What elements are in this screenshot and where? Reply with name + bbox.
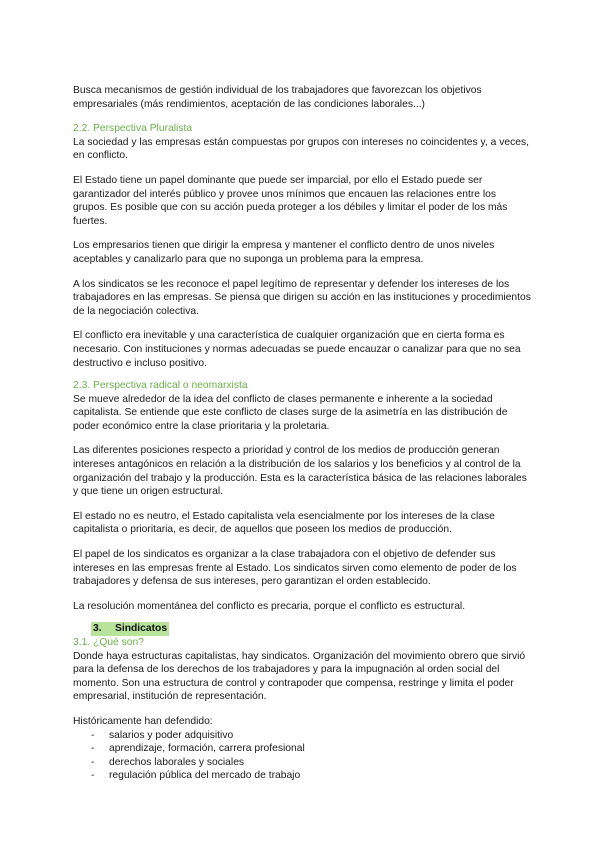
list-intro: Históricamente han defendido: xyxy=(73,715,213,727)
heading-2-3: 2.3. Perspectiva radical o neomarxista xyxy=(73,380,248,392)
document-body xyxy=(73,84,531,783)
paragraph: Las diferentes posiciones respecto a prioridad y control de los medios de producción generan intereses antagónicos en relación a la distribución de los salarios y los beneficios y al control de la organización del trabajo y la producción. Esta es la característica básica de las relaciones laborales y que tiene un origen estructural. xyxy=(73,445,527,498)
heading-text: Sindicatos xyxy=(115,623,168,635)
heading-number: 3. xyxy=(93,623,102,635)
list-item: - salarios y poder adquisitivo xyxy=(73,729,531,743)
paragraph: El papel de los sindicatos es organizar a la clase trabajadora con el objetivo de defender sus intereses en las empresas frente al Estado. Los sindicatos sirven como elemento de poder de los trabajadores y defensa de sus intereses, pero garantizan el orden establecido. xyxy=(73,549,517,588)
paragraph: El Estado tiene un papel dominante que puede ser imparcial, por ello el Estado puede ser garantizador del interés público y provee unos mínimos que encauen las relaciones entre los grupos. Es posible que con su acción pueda proteger a los débiles y limitar el poder de los más fuertes. xyxy=(73,174,508,227)
defended-list xyxy=(73,729,531,783)
intro-paragraph: Busca mecanismos de gestión individual de los trabajadores que favorezcan los objetivos empresariales (más rendimientos, aceptación de las condiciones laborales...) xyxy=(73,85,482,110)
heading-3-1: 3.1. ¿Qué son? xyxy=(73,637,144,648)
list-item: - derechos laborales y sociales xyxy=(73,756,531,770)
paragraph: La resolución momentánea del conflicto es precaria, porque el conflicto es estructural. xyxy=(73,600,466,612)
list-item: - regulación pública del mercado de trabajo xyxy=(73,769,531,783)
paragraph: Se mueve alrededor de la idea del conflicto de clases permanente e inherente a la sociedad capitalista. Se entiende que este conflicto de clases surge de la asimetría en las distribución de poder económico entre la clase prioritaria y la proletaria. xyxy=(73,393,508,432)
paragraph: El estado no es neutro, el Estado capitalista vela esencialmente por los intereses de la clase capitalista o prioritaria, es decir, de aquellos que poseen los medios de producción. xyxy=(73,510,495,536)
paragraph: La sociedad y las empresas están compuestas por grupos con intereses no coincidentes y, a veces, en conflicto. xyxy=(73,136,529,162)
list-item: - aprendizaje, formación, carrera profesional xyxy=(73,742,531,756)
paragraph: Los empresarios tienen que dirigir la empresa y mantener el conflicto dentro de unos niveles aceptables y canalizarlo para que no suponga un problema para la empresa. xyxy=(73,240,495,265)
heading-3-sindicatos xyxy=(91,622,169,636)
paragraph: El conflicto era inevitable y una característica de cualquier organización que en cierta forma es necesario. Con instituciones y normas adecuadas se puede encauzar o canalizar para que no sea destructivo e incluso positivo. xyxy=(73,330,521,369)
paragraph: Donde haya estructuras capitalistas, hay sindicatos. Organización del movimiento obrero que sirvió para la defensa de los derechos de los trabajadores y para la impugnación al orden social del momento. Son una estructura de control y contrapoder que compensa, restringe y limita el poder empresarial, institución de representación. xyxy=(73,650,526,703)
paragraph: A los sindicatos se les reconoce el papel legítimo de representar y defender los intereses de los trabajadores en las empresas. Se piensa que dirigen su acción en las instituciones y procedimientos de la negociación colectiva. xyxy=(73,278,531,317)
heading-2-2: 2.2. Perspectiva Pluralista xyxy=(73,123,193,135)
